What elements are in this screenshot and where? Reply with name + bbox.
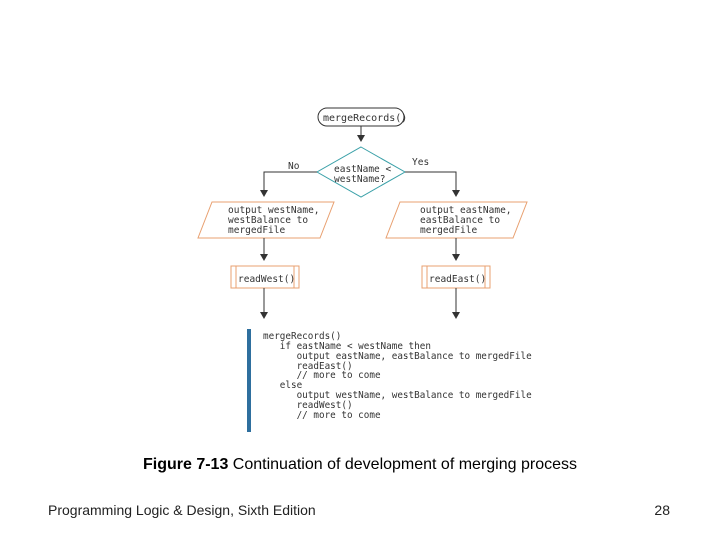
no-label: No: [288, 161, 300, 172]
page-number: 28: [654, 502, 670, 518]
pseudocode-line: // more to come: [263, 409, 381, 421]
right-output-line3: mergedFile: [420, 225, 478, 236]
code-margin-bar: [247, 329, 251, 432]
left-output-line1: output westName,: [228, 205, 320, 216]
pseudocode-line: else: [263, 380, 303, 392]
figure-caption: [0, 456, 720, 474]
pseudocode-line: // more to come: [263, 370, 381, 382]
pseudocode-line: output eastName, eastBalance to mergedFile: [263, 350, 532, 362]
connector-no-branch: [264, 172, 317, 196]
pseudocode-line: mergeRecords(): [263, 331, 342, 342]
decision-text-line1: eastName <: [334, 164, 392, 175]
footer-book-title: Programming Logic & Design, Sixth Edition: [48, 502, 316, 518]
right-call-label: readEast(): [429, 274, 487, 285]
caption-text: Continuation of development of merging process: [228, 456, 577, 473]
right-output-line1: output eastName,: [420, 205, 512, 216]
pseudocode-line: if eastName < westName then: [263, 340, 431, 352]
decision-text-line2: westName?: [334, 174, 386, 185]
pseudocode-block: [263, 332, 532, 421]
pseudocode-line: output westName, westBalance to mergedFile: [263, 390, 532, 402]
connector-yes-branch: [405, 172, 456, 196]
yes-label: Yes: [412, 157, 430, 168]
pseudocode-line: readWest(): [263, 399, 353, 411]
left-output-line3: mergedFile: [228, 225, 286, 236]
right-output-line2: eastBalance to: [420, 215, 501, 226]
terminal-label: mergeRecords(): [323, 113, 408, 124]
pseudocode-line: readEast(): [263, 360, 353, 372]
caption-label: Figure 7-13: [142, 456, 229, 473]
left-call-label: readWest(): [238, 274, 296, 285]
left-output-line2: westBalance to: [228, 215, 309, 226]
